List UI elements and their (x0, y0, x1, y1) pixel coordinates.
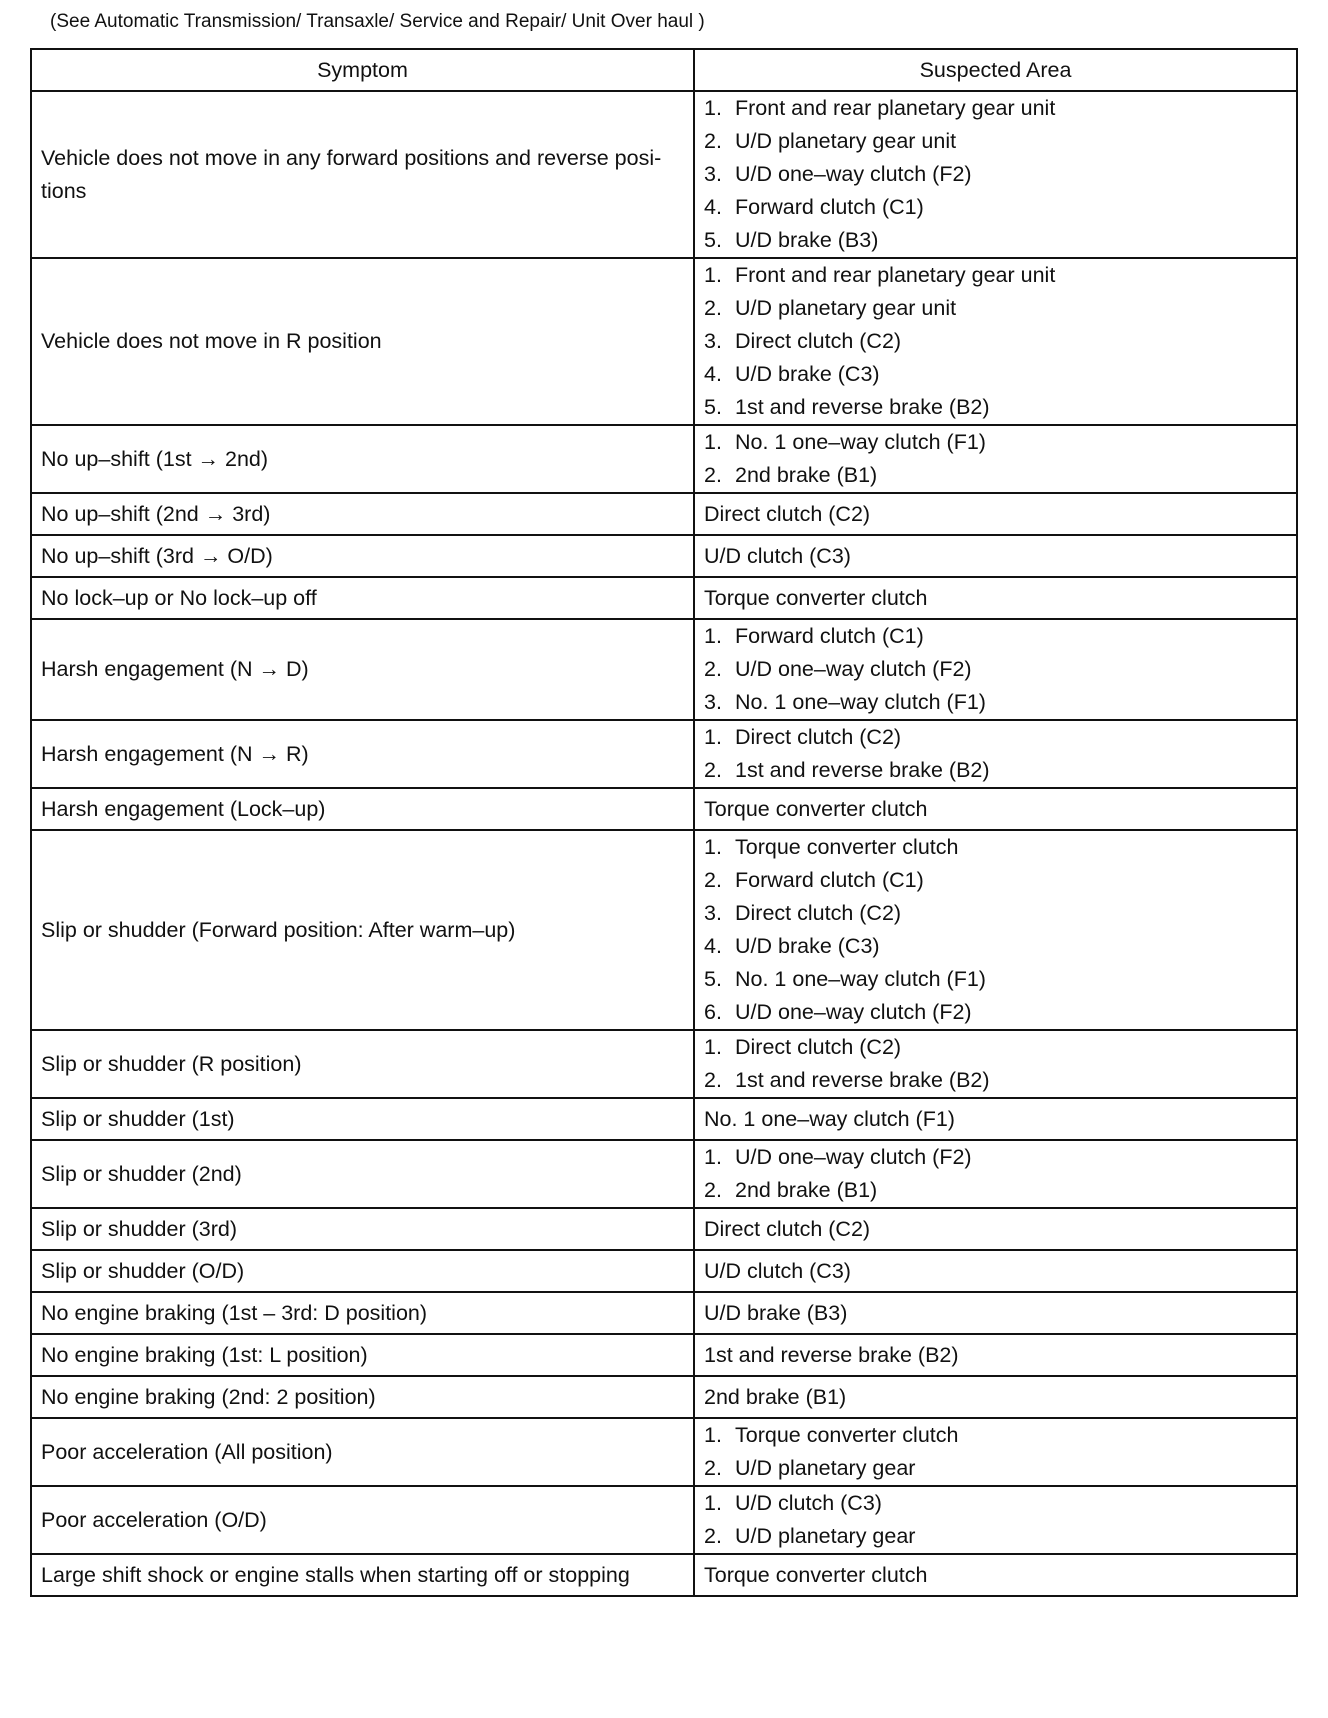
symptom-cell: Harsh engagement (N → D) (31, 619, 694, 720)
item-number: 3. (704, 162, 722, 186)
suspected-area-cell (694, 91, 1297, 258)
item-text: Forward clutch (C1) (735, 624, 924, 648)
item-text: Front and rear planetary gear unit (735, 263, 1056, 287)
item-text: U/D brake (C3) (735, 934, 880, 958)
symptom-cell: Slip or shudder (Forward position: After warm–up) (31, 830, 694, 1030)
symptom-cell: No up–shift (2nd → 3rd) (31, 493, 694, 535)
item-number: 2. (704, 868, 722, 892)
suspected-area-item (704, 1520, 1287, 1553)
suspected-area-header: Suspected Area (694, 49, 1297, 91)
symptom-cell: Harsh engagement (Lock–up) (31, 788, 694, 830)
symptom-cell: No engine braking (1st: L position) (31, 1334, 694, 1376)
suspected-area-cell: Torque converter clutch (694, 788, 1297, 830)
suspected-area-item (704, 292, 1287, 325)
suspected-area-cell: Torque converter clutch (694, 577, 1297, 619)
item-number: 3. (704, 690, 722, 714)
item-number: 2. (704, 1456, 722, 1480)
suspected-area-cell: No. 1 one–way clutch (F1) (694, 1098, 1297, 1140)
suspected-area-item (704, 754, 1287, 787)
item-text: Forward clutch (C1) (735, 195, 924, 219)
suspected-area-cell: U/D clutch (C3) (694, 1250, 1297, 1292)
suspected-area-cell: U/D brake (B3) (694, 1292, 1297, 1334)
item-text: 1st and reverse brake (B2) (735, 395, 990, 419)
item-text: U/D planetary gear unit (735, 129, 957, 153)
symptom-header: Symptom (31, 49, 694, 91)
item-text: No. 1 one–way clutch (F1) (735, 690, 986, 714)
suspected-area-cell (694, 1486, 1297, 1554)
item-text: U/D planetary gear (735, 1456, 916, 1480)
suspected-area-item (704, 325, 1287, 358)
table-row (31, 577, 1297, 619)
item-text: Torque converter clutch (735, 1423, 959, 1447)
item-text: 1st and reverse brake (B2) (735, 1068, 990, 1092)
table-row (31, 788, 1297, 830)
symptom-cell: No up–shift (1st → 2nd) (31, 425, 694, 493)
table-row (31, 1140, 1297, 1208)
symptom-table (30, 48, 1298, 1597)
suspected-area-item (704, 620, 1287, 653)
table-row (31, 535, 1297, 577)
suspected-area-item (704, 653, 1287, 686)
item-text: U/D one–way clutch (F2) (735, 162, 972, 186)
suspected-area-item (704, 224, 1287, 257)
item-number: 1. (704, 1035, 722, 1059)
item-number: 5. (704, 967, 722, 991)
item-text: Forward clutch (C1) (735, 868, 924, 892)
table-row (31, 830, 1297, 1030)
table-row (31, 1334, 1297, 1376)
suspected-area-item (704, 1419, 1287, 1452)
item-number: 4. (704, 934, 722, 958)
symptom-cell: Large shift shock or engine stalls when starting off or stopping (31, 1554, 694, 1596)
item-number: 1. (704, 96, 722, 120)
table-row (31, 1418, 1297, 1486)
table-row (31, 619, 1297, 720)
suspected-area-item (704, 191, 1287, 224)
item-number: 2. (704, 657, 722, 681)
item-text: U/D one–way clutch (F2) (735, 1145, 972, 1169)
symptom-cell: Poor acceleration (All position) (31, 1418, 694, 1486)
symptom-cell: No up–shift (3rd → O/D) (31, 535, 694, 577)
table-row (31, 1098, 1297, 1140)
suspected-area-cell (694, 830, 1297, 1030)
table-row (31, 1250, 1297, 1292)
suspected-area-cell (694, 619, 1297, 720)
suspected-area-cell: Torque converter clutch (694, 1554, 1297, 1596)
suspected-area-cell: Direct clutch (C2) (694, 493, 1297, 535)
suspected-area-item (704, 1064, 1287, 1097)
reference-note: (See Automatic Transmission/ Transaxle/ Service and Repair/ Unit Over haul ) (50, 11, 705, 32)
item-number: 4. (704, 362, 722, 386)
item-number: 1. (704, 1491, 722, 1515)
symptom-cell: No lock–up or No lock–up off (31, 577, 694, 619)
suspected-area-item (704, 864, 1287, 897)
table-row (31, 493, 1297, 535)
item-text: Torque converter clutch (735, 835, 959, 859)
item-number: 1. (704, 430, 722, 454)
item-text: U/D planetary gear (735, 1524, 916, 1548)
item-text: U/D brake (C3) (735, 362, 880, 386)
suspected-area-item (704, 996, 1287, 1029)
suspected-area-item (704, 1487, 1287, 1520)
suspected-area-cell (694, 425, 1297, 493)
item-text: U/D planetary gear unit (735, 296, 957, 320)
symptom-cell: Slip or shudder (R position) (31, 1030, 694, 1098)
item-number: 4. (704, 195, 722, 219)
item-text: 1st and reverse brake (B2) (735, 758, 990, 782)
symptom-cell: Slip or shudder (2nd) (31, 1140, 694, 1208)
item-number: 1. (704, 725, 722, 749)
suspected-area-item (704, 1452, 1287, 1485)
item-text: U/D brake (B3) (735, 228, 879, 252)
item-number: 1. (704, 835, 722, 859)
item-text: U/D one–way clutch (F2) (735, 1000, 972, 1024)
item-number: 2. (704, 463, 722, 487)
suspected-area-item (704, 831, 1287, 864)
item-text: No. 1 one–way clutch (F1) (735, 967, 986, 991)
table-row (31, 1208, 1297, 1250)
suspected-area-cell (694, 1030, 1297, 1098)
suspected-area-item (704, 459, 1287, 492)
symptom-cell: No engine braking (2nd: 2 position) (31, 1376, 694, 1418)
suspected-area-item (704, 686, 1287, 719)
item-text: Direct clutch (C2) (735, 329, 902, 353)
suspected-area-item (704, 930, 1287, 963)
symptom-cell: Harsh engagement (N → R) (31, 720, 694, 788)
item-number: 2. (704, 1068, 722, 1092)
item-number: 1. (704, 263, 722, 287)
item-number: 3. (704, 329, 722, 353)
suspected-area-item (704, 1031, 1287, 1064)
item-number: 1. (704, 624, 722, 648)
item-number: 1. (704, 1423, 722, 1447)
suspected-area-item (704, 1174, 1287, 1207)
symptom-cell: Slip or shudder (3rd) (31, 1208, 694, 1250)
suspected-area-cell (694, 1140, 1297, 1208)
table-row (31, 1376, 1297, 1418)
suspected-area-item (704, 721, 1287, 754)
item-number: 5. (704, 395, 722, 419)
suspected-area-item (704, 897, 1287, 930)
table-row (31, 425, 1297, 493)
symptom-cell: Poor acceleration (O/D) (31, 1486, 694, 1554)
table-row (31, 1486, 1297, 1554)
suspected-area-item (704, 259, 1287, 292)
item-text: Direct clutch (C2) (735, 901, 902, 925)
table-row (31, 91, 1297, 258)
suspected-area-item (704, 125, 1287, 158)
suspected-area-cell (694, 258, 1297, 425)
item-text: 2nd brake (B1) (735, 463, 878, 487)
item-number: 6. (704, 1000, 722, 1024)
item-text: Direct clutch (C2) (735, 1035, 902, 1059)
item-number: 2. (704, 129, 722, 153)
item-number: 5. (704, 228, 722, 252)
suspected-area-item (704, 92, 1287, 125)
item-number: 2. (704, 1524, 722, 1548)
table-header-row (31, 49, 1297, 91)
table-row (31, 1030, 1297, 1098)
suspected-area-item (704, 1141, 1287, 1174)
item-number: 1. (704, 1145, 722, 1169)
item-text: 2nd brake (B1) (735, 1178, 878, 1202)
table-row (31, 258, 1297, 425)
item-text: U/D one–way clutch (F2) (735, 657, 972, 681)
symptom-cell: Vehicle does not move in any forward positions and reverse posi-tions (31, 91, 694, 258)
table-body (31, 91, 1297, 1596)
suspected-area-cell: 1st and reverse brake (B2) (694, 1334, 1297, 1376)
item-number: 2. (704, 758, 722, 782)
symptom-cell: Vehicle does not move in R position (31, 258, 694, 425)
item-text: Front and rear planetary gear unit (735, 96, 1056, 120)
item-text: No. 1 one–way clutch (F1) (735, 430, 986, 454)
table-row (31, 1554, 1297, 1596)
item-number: 2. (704, 1178, 722, 1202)
symptom-cell: Slip or shudder (O/D) (31, 1250, 694, 1292)
suspected-area-cell: U/D clutch (C3) (694, 535, 1297, 577)
suspected-area-item (704, 158, 1287, 191)
suspected-area-item (704, 426, 1287, 459)
suspected-area-cell (694, 1418, 1297, 1486)
item-text: Direct clutch (C2) (735, 725, 902, 749)
table-row (31, 720, 1297, 788)
symptom-cell: Slip or shudder (1st) (31, 1098, 694, 1140)
suspected-area-cell: 2nd brake (B1) (694, 1376, 1297, 1418)
suspected-area-item (704, 963, 1287, 996)
suspected-area-cell: Direct clutch (C2) (694, 1208, 1297, 1250)
item-number: 2. (704, 296, 722, 320)
symptom-cell: No engine braking (1st – 3rd: D position) (31, 1292, 694, 1334)
table-row (31, 1292, 1297, 1334)
item-number: 3. (704, 901, 722, 925)
item-text: U/D clutch (C3) (735, 1491, 882, 1515)
suspected-area-item (704, 391, 1287, 424)
suspected-area-item (704, 358, 1287, 391)
suspected-area-cell (694, 720, 1297, 788)
